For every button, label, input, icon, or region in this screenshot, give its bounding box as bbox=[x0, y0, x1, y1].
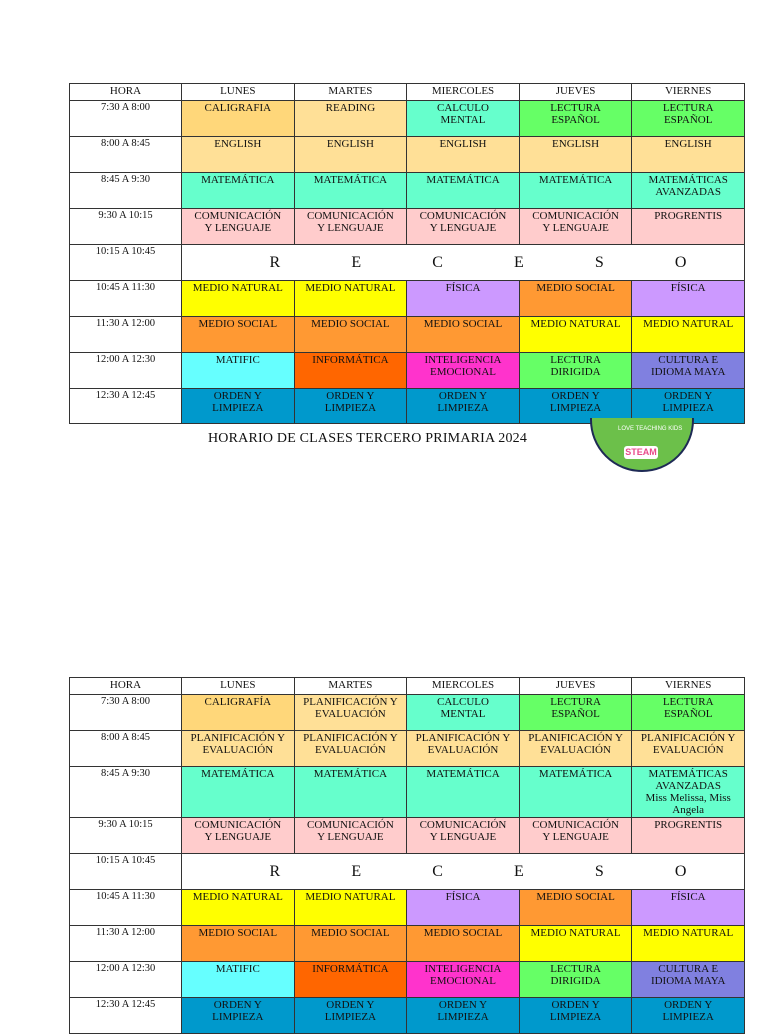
time-slot: 10:15 A 10:45 bbox=[70, 854, 182, 890]
time-slot: 10:45 A 11:30 bbox=[70, 890, 182, 926]
subject-cell: MATEMÁTICA bbox=[407, 767, 520, 818]
subject-cell: MEDIO SOCIAL bbox=[182, 317, 295, 353]
subject-cell: MATEMÁTICA bbox=[182, 173, 295, 209]
schedule-row bbox=[70, 854, 745, 890]
subject-cell: PLANIFICACIÓN Y EVALUACIÓN bbox=[407, 731, 520, 767]
subject-cell: ENGLISH bbox=[632, 137, 745, 173]
recess-cell bbox=[182, 245, 745, 281]
subject-cell: MATEMÁTICA bbox=[294, 173, 407, 209]
subject-cell: MEDIO NATURAL bbox=[632, 926, 745, 962]
subject-cell: CALCULO MENTAL bbox=[407, 101, 520, 137]
time-slot: 10:45 A 11:30 bbox=[70, 281, 182, 317]
subject-cell: PLANIFICACIÓN Y EVALUACIÓN bbox=[182, 731, 295, 767]
schedule-row bbox=[70, 101, 745, 137]
subject-cell: MATIFIC bbox=[182, 353, 295, 389]
subject-cell: MEDIO SOCIAL bbox=[294, 926, 407, 962]
subject-cell: ENGLISH bbox=[407, 137, 520, 173]
schedule-row bbox=[70, 890, 745, 926]
subject-cell: MATIFIC bbox=[182, 962, 295, 998]
subject-cell: ORDEN Y LIMPIEZA bbox=[407, 998, 520, 1034]
subject-cell: PLANIFICACIÓN Y EVALUACIÓN bbox=[294, 695, 407, 731]
subject-cell: ORDEN Y LIMPIEZA bbox=[407, 389, 520, 424]
subject-cell: COMUNICACIÓN Y LENGUAJE bbox=[407, 209, 520, 245]
schedule-row bbox=[70, 767, 745, 818]
recess-letter: O bbox=[674, 254, 687, 271]
subject-cell: FÍSICA bbox=[632, 281, 745, 317]
subject-cell: COMUNICACIÓN Y LENGUAJE bbox=[407, 818, 520, 854]
time-slot: 8:45 A 9:30 bbox=[70, 767, 182, 818]
time-slot: 11:30 A 12:00 bbox=[70, 926, 182, 962]
time-slot: 11:30 A 12:00 bbox=[70, 317, 182, 353]
subject-cell: MEDIO NATURAL bbox=[182, 281, 295, 317]
subject-cell: LECTURA ESPAÑOL bbox=[632, 695, 745, 731]
schedule-row bbox=[70, 962, 745, 998]
header-row bbox=[70, 84, 745, 101]
time-slot: 8:00 A 8:45 bbox=[70, 731, 182, 767]
header-lunes: LUNES bbox=[182, 678, 295, 695]
subject-cell: PROGRENTIS bbox=[632, 209, 745, 245]
subject-cell: MEDIO SOCIAL bbox=[519, 890, 632, 926]
header-hora: HORA bbox=[70, 678, 182, 695]
schedule-row bbox=[70, 353, 745, 389]
subject-cell: COMUNICACIÓN Y LENGUAJE bbox=[182, 209, 295, 245]
header-row bbox=[70, 678, 745, 695]
subject-cell: INTELIGENCIA EMOCIONAL bbox=[407, 353, 520, 389]
subject-cell: FÍSICA bbox=[407, 281, 520, 317]
subject-cell: MATEMÁTICA bbox=[519, 767, 632, 818]
recess-letter: R bbox=[269, 254, 281, 271]
subject-cell: MEDIO NATURAL bbox=[294, 281, 407, 317]
subject-cell: MEDIO SOCIAL bbox=[519, 281, 632, 317]
subject-cell: LECTURA DIRIGIDA bbox=[519, 353, 632, 389]
time-slot: 7:30 A 8:00 bbox=[70, 695, 182, 731]
logo-steam-text: STEAM bbox=[625, 447, 657, 457]
subject-cell: MATEMÁTICA bbox=[182, 767, 295, 818]
recess-letter: S bbox=[594, 254, 604, 271]
subject-cell: LECTURA ESPAÑOL bbox=[519, 695, 632, 731]
subject-cell: LECTURA DIRIGIDA bbox=[519, 962, 632, 998]
header-viernes: VIERNES bbox=[632, 84, 745, 101]
subject-cell: ORDEN Y LIMPIEZA bbox=[519, 998, 632, 1034]
header-lunes: LUNES bbox=[182, 84, 295, 101]
subject-cell: ORDEN Y LIMPIEZA bbox=[632, 998, 745, 1034]
subject-cell: CALIGRAFIA bbox=[182, 101, 295, 137]
schedule-table-2 bbox=[69, 677, 745, 1034]
schedule-row bbox=[70, 173, 745, 209]
subject-cell: INFORMÁTICA bbox=[294, 962, 407, 998]
subject-cell: INFORMÁTICA bbox=[294, 353, 407, 389]
subject-cell: ORDEN Y LIMPIEZA bbox=[182, 389, 295, 424]
subject-cell: PLANIFICACIÓN Y EVALUACIÓN bbox=[294, 731, 407, 767]
schedule-row bbox=[70, 245, 745, 281]
schedule-row bbox=[70, 695, 745, 731]
subject-cell: ORDEN Y LIMPIEZA bbox=[294, 998, 407, 1034]
subject-cell: CALIGRAFÍA bbox=[182, 695, 295, 731]
time-slot: 12:30 A 12:45 bbox=[70, 389, 182, 424]
recess-letter: E bbox=[513, 863, 524, 880]
subject-cell: ORDEN Y LIMPIEZA bbox=[294, 389, 407, 424]
subject-cell: COMUNICACIÓN Y LENGUAJE bbox=[519, 209, 632, 245]
subject-cell: CULTURA E IDIOMA MAYA bbox=[632, 353, 745, 389]
schedule-row bbox=[70, 281, 745, 317]
subject-cell: ENGLISH bbox=[294, 137, 407, 173]
schedule-table-1 bbox=[69, 83, 745, 424]
subject-cell: COMUNICACIÓN Y LENGUAJE bbox=[294, 209, 407, 245]
subject-cell: MEDIO NATURAL bbox=[182, 890, 295, 926]
recess-letter: E bbox=[351, 863, 362, 880]
time-slot: 8:45 A 9:30 bbox=[70, 173, 182, 209]
logo-tagline: LOVE TEACHING KIDS bbox=[618, 426, 683, 432]
schedule-row bbox=[70, 209, 745, 245]
header-martes: MARTES bbox=[294, 84, 407, 101]
time-slot: 8:00 A 8:45 bbox=[70, 137, 182, 173]
schedule-row bbox=[70, 998, 745, 1034]
subject-cell: MEDIO NATURAL bbox=[632, 317, 745, 353]
subject-cell: CULTURA E IDIOMA MAYA bbox=[632, 962, 745, 998]
subject-cell: LECTURA ESPAÑOL bbox=[632, 101, 745, 137]
subject-cell: ENGLISH bbox=[519, 137, 632, 173]
steam-logo bbox=[590, 418, 696, 476]
subject-cell: MEDIO SOCIAL bbox=[294, 317, 407, 353]
recess-letter: E bbox=[351, 254, 362, 271]
subject-cell: COMUNICACIÓN Y LENGUAJE bbox=[294, 818, 407, 854]
subject-cell: MEDIO SOCIAL bbox=[407, 926, 520, 962]
subject-cell: FÍSICA bbox=[407, 890, 520, 926]
recess-letter: S bbox=[594, 863, 604, 880]
subject-cell: MATEMÁTICA bbox=[294, 767, 407, 818]
subject-cell: MEDIO NATURAL bbox=[294, 890, 407, 926]
schedule-caption: HORARIO DE CLASES TERCERO PRIMARIA 2024 bbox=[208, 431, 528, 446]
header-miercoles: MIERCOLES bbox=[407, 678, 520, 695]
time-slot: 12:00 A 12:30 bbox=[70, 353, 182, 389]
subject-cell: MATEMÁTICA bbox=[519, 173, 632, 209]
subject-cell: READING bbox=[294, 101, 407, 137]
recess-letter: C bbox=[432, 863, 443, 880]
subject-cell: LECTURA ESPAÑOL bbox=[519, 101, 632, 137]
recess-letter: C bbox=[432, 254, 443, 271]
schedule-row bbox=[70, 731, 745, 767]
subject-cell: MATEMÁTICAS AVANZADAS Miss Melissa, Miss Angela bbox=[632, 767, 745, 818]
recess-cell bbox=[182, 854, 745, 890]
time-slot: 12:30 A 12:45 bbox=[70, 998, 182, 1034]
subject-cell: ORDEN Y LIMPIEZA bbox=[182, 998, 295, 1034]
header-jueves: JUEVES bbox=[519, 84, 632, 101]
subject-cell: INTELIGENCIA EMOCIONAL bbox=[407, 962, 520, 998]
header-martes: MARTES bbox=[294, 678, 407, 695]
subject-cell: PLANIFICACIÓN Y EVALUACIÓN bbox=[519, 731, 632, 767]
header-miercoles: MIERCOLES bbox=[407, 84, 520, 101]
schedule-row bbox=[70, 137, 745, 173]
subject-cell: ORDEN Y LIMPIEZA bbox=[632, 389, 745, 424]
header-hora: HORA bbox=[70, 84, 182, 101]
recess-letter: E bbox=[513, 254, 524, 271]
schedule-row bbox=[70, 818, 745, 854]
subject-cell: ENGLISH bbox=[182, 137, 295, 173]
subject-cell: FÍSICA bbox=[632, 890, 745, 926]
subject-cell: MEDIO NATURAL bbox=[519, 926, 632, 962]
subject-cell: PLANIFICACIÓN Y EVALUACIÓN bbox=[632, 731, 745, 767]
time-slot: 9:30 A 10:15 bbox=[70, 209, 182, 245]
subject-cell: MEDIO SOCIAL bbox=[182, 926, 295, 962]
schedule-row bbox=[70, 317, 745, 353]
recess-letter: R bbox=[269, 863, 281, 880]
subject-cell: PROGRENTIS bbox=[632, 818, 745, 854]
schedule-row bbox=[70, 926, 745, 962]
time-slot: 9:30 A 10:15 bbox=[70, 818, 182, 854]
subject-cell: MEDIO NATURAL bbox=[519, 317, 632, 353]
recess-letter: O bbox=[674, 863, 687, 880]
header-viernes: VIERNES bbox=[632, 678, 745, 695]
time-slot: 7:30 A 8:00 bbox=[70, 101, 182, 137]
subject-cell: COMUNICACIÓN Y LENGUAJE bbox=[182, 818, 295, 854]
subject-cell: COMUNICACIÓN Y LENGUAJE bbox=[519, 818, 632, 854]
subject-cell: MATEMÁTICAS AVANZADAS bbox=[632, 173, 745, 209]
subject-cell: MEDIO SOCIAL bbox=[407, 317, 520, 353]
time-slot: 10:15 A 10:45 bbox=[70, 245, 182, 281]
subject-cell: ORDEN Y LIMPIEZA bbox=[519, 389, 632, 424]
subject-cell: MATEMÁTICA bbox=[407, 173, 520, 209]
header-jueves: JUEVES bbox=[519, 678, 632, 695]
time-slot: 12:00 A 12:30 bbox=[70, 962, 182, 998]
subject-cell: CALCULO MENTAL bbox=[407, 695, 520, 731]
